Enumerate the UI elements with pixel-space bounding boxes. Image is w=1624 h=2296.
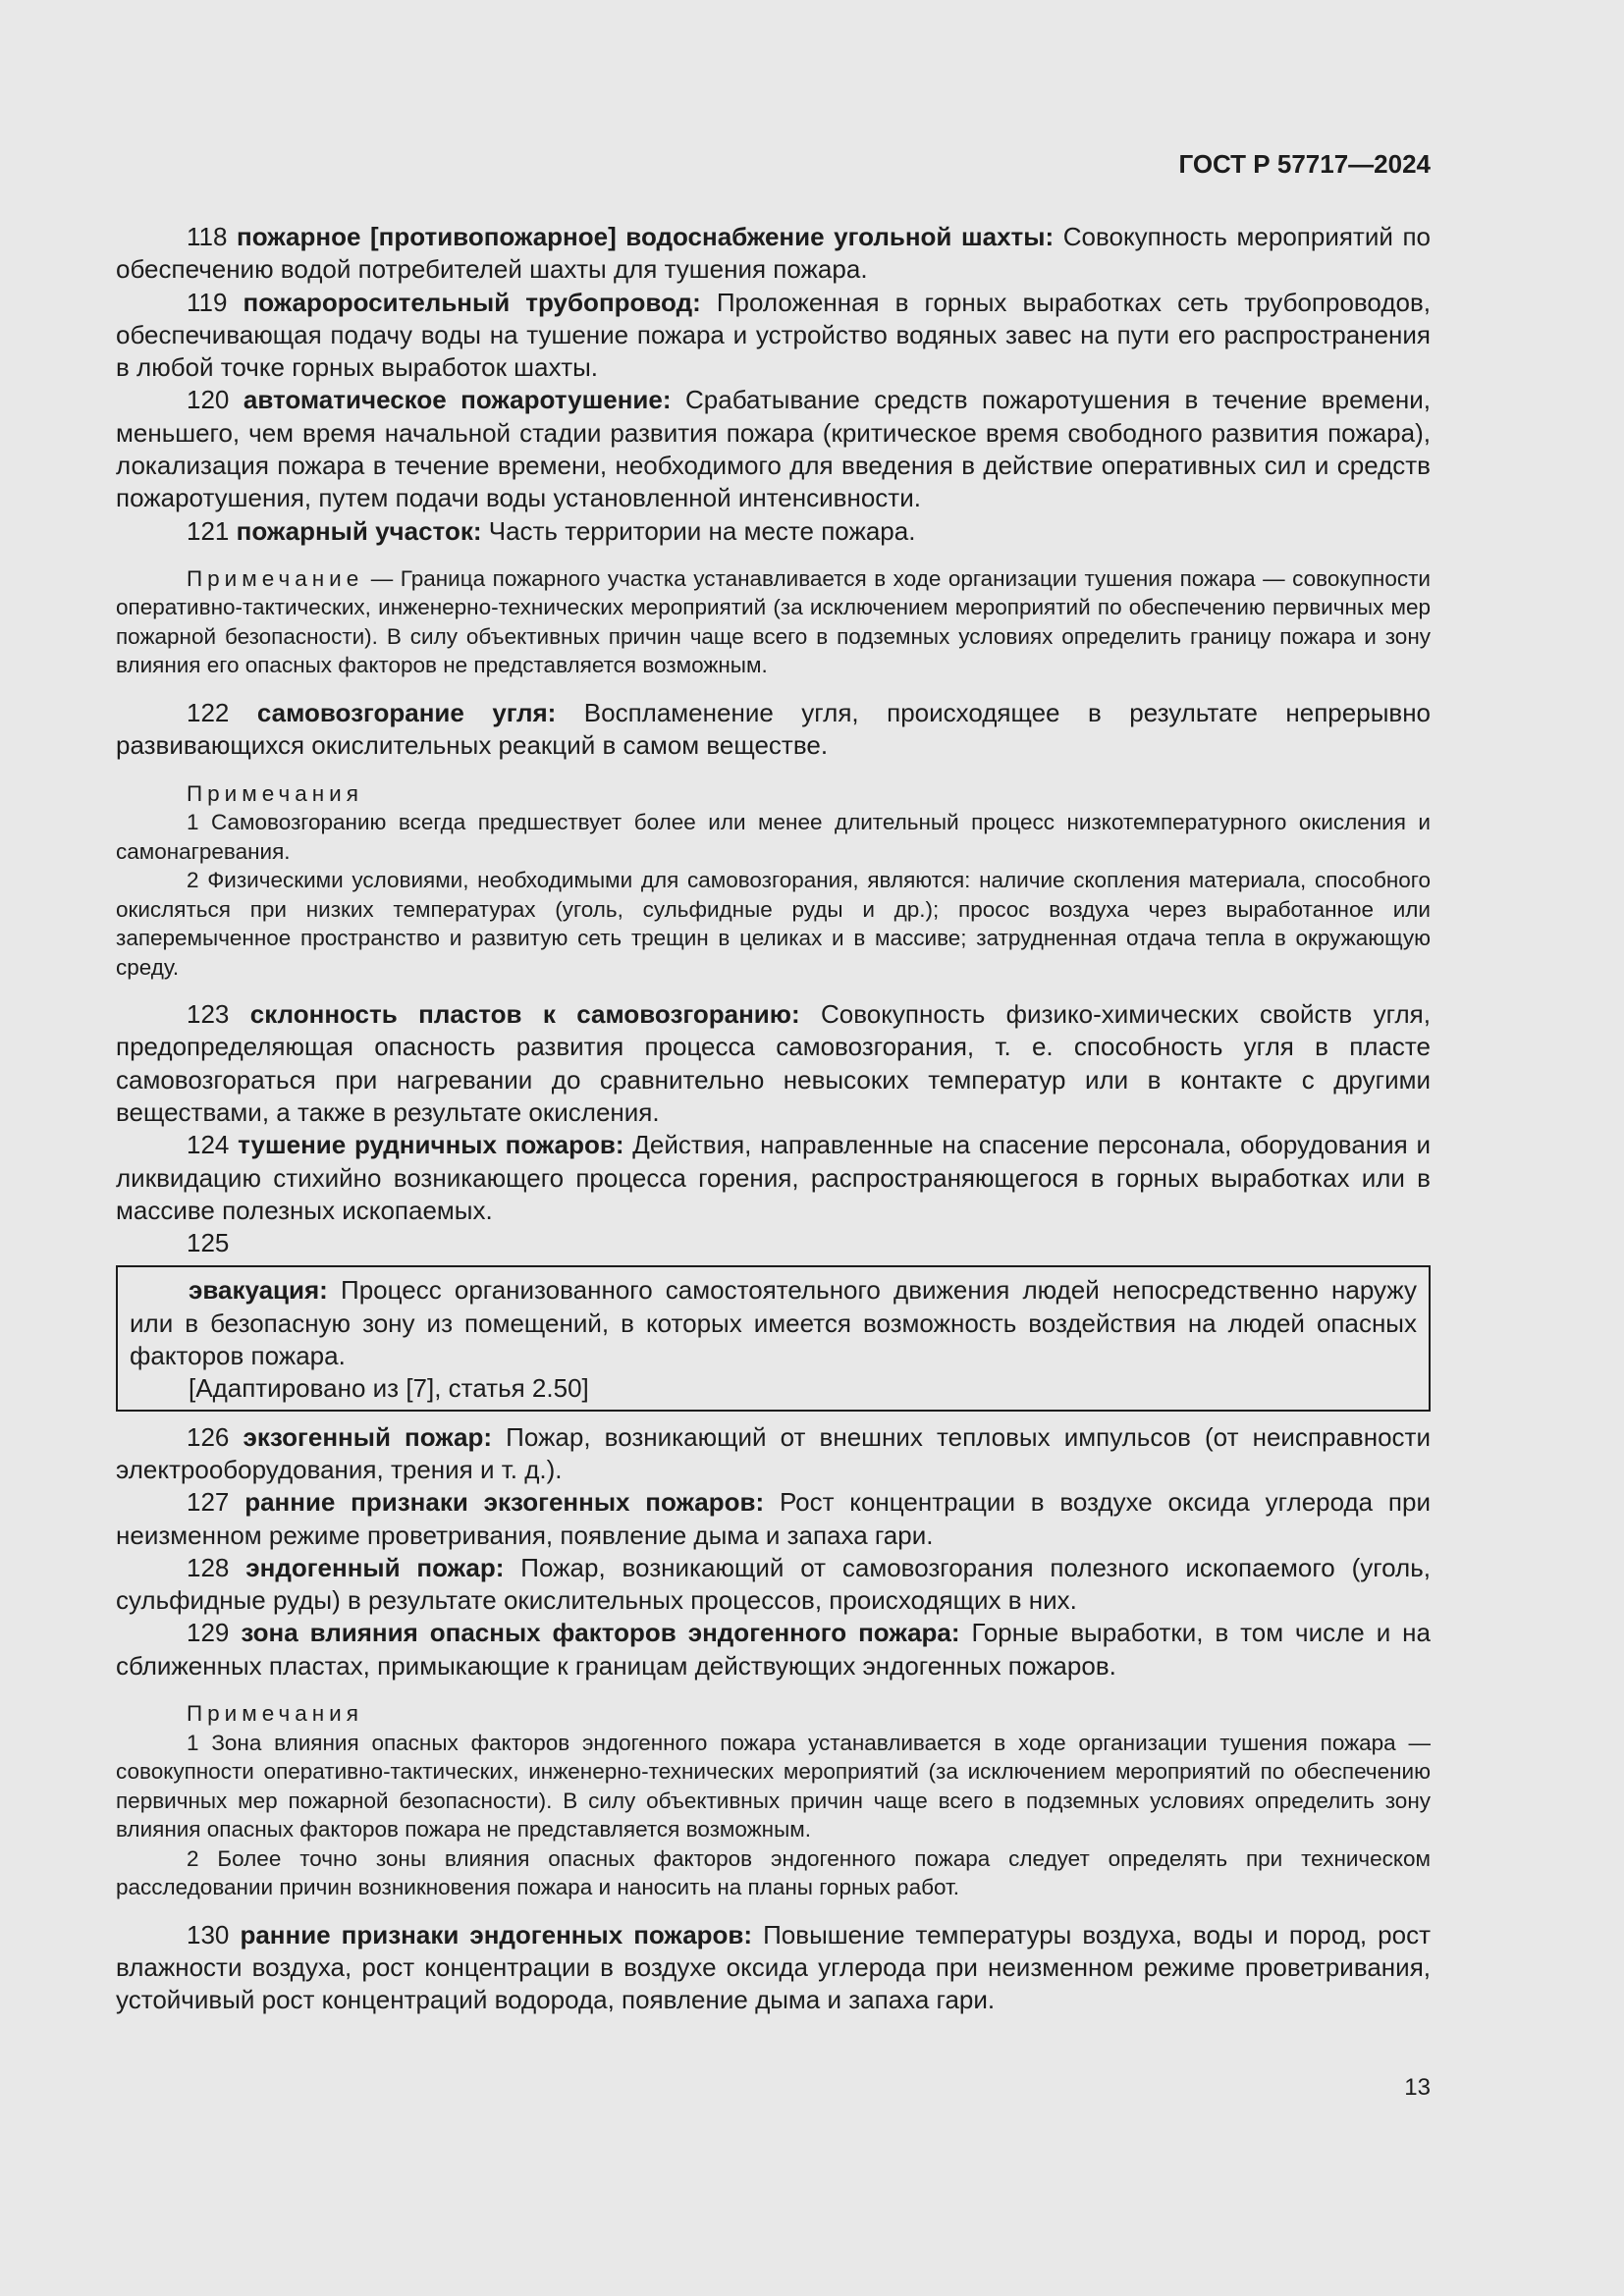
term-entry-127 (116, 1486, 1431, 1552)
term-number: 127 (187, 1487, 230, 1518)
term-title: тушение рудничных пожаров: (238, 1130, 624, 1160)
term-definition: Часть территории на месте пожара. (488, 515, 916, 546)
term-entry-125-number (116, 1227, 1431, 1259)
term-number: 130 (187, 1919, 230, 1949)
notes-heading: Примечания (187, 780, 363, 806)
document-code: ГОСТ Р 57717—2024 (1178, 149, 1431, 179)
term-title: самовозгорание угля: (256, 697, 557, 727)
term-definition: Рост концентрации в воздухе оксида углерода при неизменном режиме проветривания, появление дыма и запаха гари. (116, 1487, 1431, 1550)
term-entry-123 (116, 998, 1431, 1129)
term-number: 122 (187, 697, 230, 727)
term-title: эндогенный пожар: (245, 1552, 505, 1582)
term-definition: Совокупность физико-химических свойств угля, предопределяющая опасность развития процесса самовозгорания, т. е. способность угля в пласте самовозгораться при нагревании до сравнительно невысоких температур или в контакте с другими веществами, а также в результате окисления. (116, 999, 1431, 1127)
note-item-2: 2 Физическими условиями, необходимыми для самовозгорания, являются: наличие скопления материала, способного окисляться при низких температурах (уголь, сульфидные руды и др.); просос воздуха через выработанное или заперемыченное пространство и развитую сеть трещин в целиках и в массиве; затрудненная отдача тепла в окружающую среду. (116, 868, 1431, 980)
term-number: 124 (187, 1130, 230, 1160)
term-definition: Проложенная в горных выработках сеть трубопроводов, обеспечивающая подачу воды на тушение пожара и устройство водяных завес на пути его распространения в любой точке горных выработок шахты. (116, 287, 1431, 383)
term-entry-130 (116, 1919, 1431, 2017)
notes-129 (116, 1699, 1431, 1902)
term-number: 126 (187, 1421, 230, 1452)
term-title: пожарное [противопожарное] водоснабжение угольной шахты: (237, 222, 1055, 251)
page-content (116, 221, 1431, 2016)
term-title: ранние признаки экзогенных пожаров: (244, 1487, 765, 1518)
note-item-1: 1 Зона влияния опасных факторов эндогенного пожара устанавливается в ходе организации тушения пожара — совокупности оперативно-тактических, инженерно-технических мероприятий (за исключением мероприятий по обеспечению первичных мер пожарной безопасности). В силу объективных причин чаще всего в подземных условиях определить зону влияния опасных факторов пожара не представляется возможным. (116, 1730, 1431, 1842)
term-definition: Пожар, возникающий от самовозгорания полезного ископаемого (уголь, сульфидные руды) в результате окислительных процессов, происходящих в них. (116, 1552, 1431, 1616)
term-title: зона влияния опасных факторов эндогенного пожара: (241, 1618, 960, 1648)
term-definition: Повышение температуры воздуха, воды и пород, рост влажности воздуха, рост концентрации в воздухе оксида углерода при неизменном режиме проветривания, устойчивый рост концентраций водорода, появление дыма и запаха гари. (116, 1919, 1432, 2015)
term-number: 119 (187, 287, 228, 317)
term-number: 120 (187, 385, 230, 415)
term-entry-129 (116, 1617, 1431, 1682)
notes-heading: Примечания (187, 1701, 363, 1726)
term-title: автоматическое пожаротушение: (243, 385, 672, 415)
term-entry-124 (116, 1129, 1431, 1227)
term-source: [Адаптировано из [7], статья 2.50] (189, 1373, 589, 1404)
note-item-2: 2 Более точно зоны влияния опасных факторов эндогенного пожара следует определять при техническом расследовании причин возникновения пожара и наносить на планы горных работ. (116, 1845, 1431, 1899)
term-title: ранние признаки эндогенных пожаров: (240, 1919, 753, 1949)
term-title: эвакуация: (189, 1275, 328, 1306)
note-body: Граница пожарного участка устанавливается в ходе организации тушения пожара — совокупности оперативно-тактических, инженерно-технических мероприятий (за исключением мероприятий по обеспечению первичных мер пожарной безопасности). В силу объективных причин чаще всего в подземных условиях определить границу пожара и зону влияния его опасных факторов не представляется возможным. (116, 565, 1431, 678)
term-entry-128 (116, 1552, 1431, 1618)
term-title: склонность пластов к самовозгоранию: (249, 999, 800, 1030)
term-number: 123 (187, 999, 230, 1030)
note-121 (116, 564, 1431, 680)
note-item-1: 1 Самовозгоранию всегда предшествует более или менее длительный процесс низкотемпературного окисления и самонагревания. (116, 810, 1431, 864)
term-title: экзогенный пожар: (243, 1421, 493, 1452)
term-definition: Срабатывание средств пожаротушения в течение времени, меньшего, чем время начальной стадии развития пожара (критическое время свободного развития пожара), локализация пожара в течение времени, необходимого для введения в действие оперативных сил и средств пожаротушения, путем подачи воды установленной интенсивности. (116, 385, 1431, 513)
term-entry-121 (116, 515, 1431, 548)
term-definition: Процесс организованного самостоятельного движения людей непосредственно наружу или в безопасную зону из помещений, в которых имеется возможность воздействия на людей опасных факторов пожара. (130, 1275, 1417, 1371)
note-label: Примечание (187, 565, 364, 591)
note-text (116, 564, 1431, 680)
term-number: 128 (187, 1552, 230, 1582)
term-definition: Действия, направленные на спасение персонала, оборудования и ликвидацию стихийно возникающего процесса горения, распространяющегося в горных выработках или в массиве полезных ископаемых. (116, 1130, 1431, 1225)
term-title: пожарный участок: (236, 515, 482, 546)
term-entry-119 (116, 287, 1431, 385)
term-entry-120 (116, 384, 1431, 514)
term-number: 118 (187, 222, 228, 251)
note-dash: — (363, 565, 401, 591)
boxed-term-evacuation (116, 1265, 1431, 1411)
term-entry-118 (116, 221, 1431, 287)
term-number: 129 (187, 1618, 230, 1648)
term-number: 125 (187, 1228, 230, 1258)
term-entry-126 (116, 1421, 1431, 1487)
term-definition: Воспламенение угля, происходящее в результате непрерывно развивающихся окислительных реакций в самом веществе. (116, 697, 1432, 761)
term-number: 121 (187, 515, 230, 546)
term-title: пожароросительный трубопровод: (243, 287, 701, 317)
term-definition: Совокупность мероприятий по обеспечению водой потребителей шахты для тушения пожара. (116, 222, 1431, 285)
term-definition: Горные выработки, в том числе и на сближенных пластах, примыкающие к границам действующих эндогенных пожаров. (116, 1618, 1431, 1681)
notes-122 (116, 779, 1431, 983)
page-number: 13 (1404, 2074, 1431, 2101)
term-entry-122 (116, 697, 1431, 763)
boxed-term-text (130, 1274, 1417, 1372)
term-definition: Пожар, возникающий от внешних тепловых импульсов (от неисправности электрооборудования, трения и т. д.). (116, 1421, 1431, 1484)
